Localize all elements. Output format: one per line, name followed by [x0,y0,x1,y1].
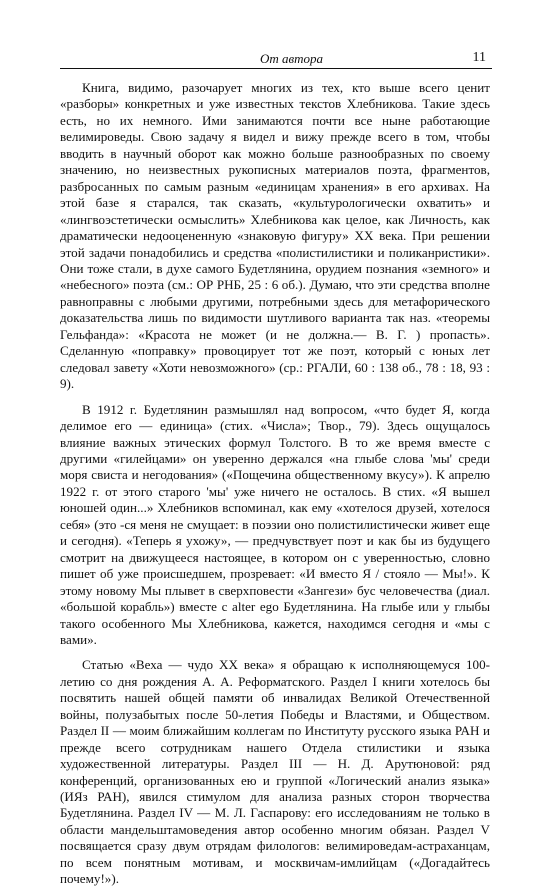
paragraph-1: Книга, видимо, разочарует многих из тех, кто выше всего ценит «разборы» конкретных и уже известных текстов Хлебникова. Такие здесь есть, но их немного. Ими занимаются почти все ныне работающие велимироведы. Свою задачу я видел и вижу прежде всего в том, чтобы вводить в научный оборот как можно больше разнообразных по своему значению, но неизвестных рукописных материалов поэта, фрагментов, разбросанных по самым разным «единицам хранения» в его архивах. На этой базе я старался, так сказать, «культурологически охватить» и «лингвоэстетически осмыслить» Хлебникова как целое, как Личность, как драматически недооцененную «знаковую фигуру» XX века. При решении этой задачи понадобились и средства «полистилистики и поликанристики». Они тоже стали, в духе самого Будетлянина, орудием познания «земного» и «небесного» поэта (см.: ОР РНБ, 25 : 6 об.). Думаю, что эти средства вполне равноправны с любыми другими, потребными здесь для метафорического доказательства лишь по видимости шутливого варианта так наз. «теоремы Гельфанда»: «Красота не может (и не должна.— В. Г. ) пропасть». Сделанную «поправку» провоцирует тот же поэт, который с юных лет следовал завету «Хоти невозможного» (ср.: РГАЛИ, 60 : 138 об., 78 : 18, 93 : 9). [60,80,490,392]
running-title: От автора [260,51,324,66]
body-text [60,80,490,888]
paragraph-3: Статью «Веха — чудо XX века» я обращаю к исполняющемуся 100-летию со дня рождения А. А. Реформатского. Раздел I книги хотелось бы посвятить нашей общей памяти об инвалидах Великой Отечественной войны, полузабытых после 50-летия Победы и Властями, и Обществом. Раздел II — моим ближайшим коллегам по Институту русского языка РАН и прежде всего сотрудникам нашего Отдела стилистики и языка художественной литературы. Раздел III — Н. Д. Арутюновой: ряд конференций, организованных ею и группой «Логический анализ языка» (ИЯз РАН), явился стимулом для анализа разных сторон творчества Будетлянина. Раздел IV — М. Л. Гаспарову: его исследованиям не только в области мандельштамоведения автор особенно многим обязан. Раздел V посвящается сразу двум отрядам филологов: велимироведам-астраханцам, по всем понятным мотивам, и москвичам-имлийцам («Догадайтесь почему!»). [60,657,490,887]
paragraph-2: В 1912 г. Будетлянин размышлял над вопросом, «что будет Я, когда делимое его — единица» (стих. «Числа»; Твор., 79). Здесь ощущалось влияние важных этических формул Толстого. В то же время вместе с другими «гилейцами» он уверенно держался «на глыбе слова 'мы' среди моря свиста и негодования» («Пощечина общественному вкусу»). К апрелю 1922 г. от этого старого 'мы' уже ничего не осталось. В стих. «Я вышел юношей один...» Хлебников вспоминал, как ему «хотелося друзей, хотелося себя» (это -ся меня не смущает: в поэзии оно полистилистически живет еще и сегодня). «Теперь я ухожу», — предчувствует поэт и как бы из будущего смотрит на движущееся настоящее, в котором он с уверенностью, словно пишет об уже происшедшем, прозревает: «И вместо Я / стояло — Мы!». К этому новому Мы плывет в сверхповести «Зангези» бус человечества (диал. «большой корабль») вместе с alter ego Будетлянина. На глыбе или у глыбы такого особенного Мы Хлебникова, кажется, находимся сегодня и «мы с вами». [60,401,490,647]
running-header [60,50,492,69]
page-number: 11 [472,50,486,65]
